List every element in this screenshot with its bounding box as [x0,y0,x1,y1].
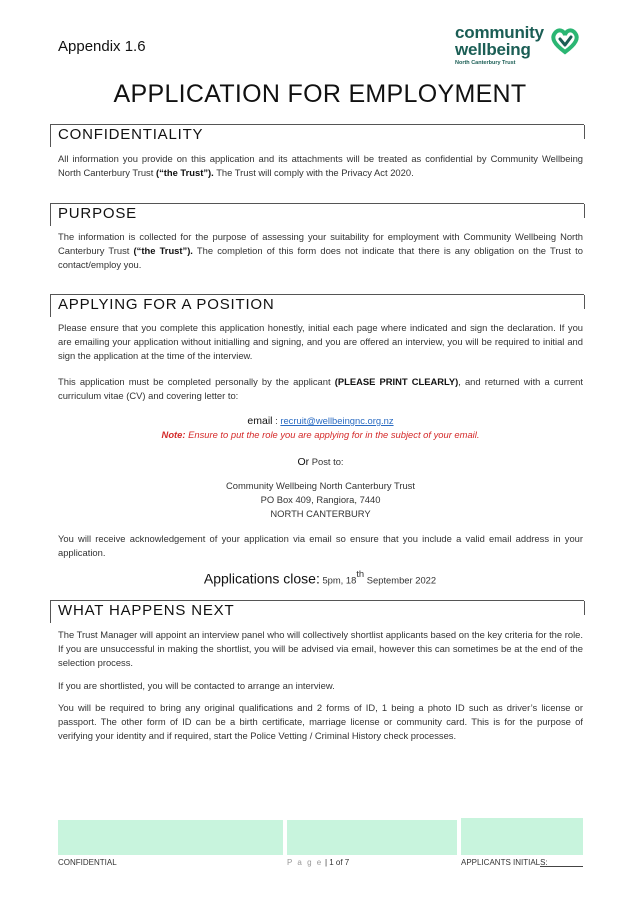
section-title: CONFIDENTIALITY [58,126,204,143]
next-paragraph-2: If you are shortlisted, you will be contacted to arrange an interview. [58,680,335,691]
confidentiality-text: All information you provide on this application and its attachments will be treated as confidential by Community Wellbeing North Canterbury Trust (“the Trust”). The Trust will comply with the Privacy Act 2020. [58,153,583,178]
community-wellbeing-logo [455,24,585,66]
applications-close: Applications close: 5pm, 18th September 2022 [203,568,437,587]
next-paragraph-3: You will be required to bring any original qualifications and 2 forms of ID, 1 being a photo ID such as driver’s license or passport. The other form of ID can be a birth certificate, marriage license or community card. This is for the purpose of verifying your identity and if required, start the Police Vetting / Criminal History check processes. [58,702,583,741]
applying-paragraph-1: Please ensure that you complete this application honestly, initial each page where indicated and sign the declaration. If you are emailing your application without initialling and signing, and you are offered an interview, you will be required to initial and sign the application at the time of the interview. [58,322,583,361]
or-post-line: Or Post to: [297,456,344,468]
heart-icon [550,27,580,55]
email-line: email : recruit@wellbeingnc.org.nz [247,415,394,427]
acknowledgement-text: You will receive acknowledgement of your application via email so ensure that you include a valid email address in your application. [58,533,583,558]
next-paragraph-1: The Trust Manager will appoint an interview panel who will collectively shortlist applicants based on the key criteria for the role. If you are unsuccessful in making the shortlist, you will be advised via email, however this can sometimes be at the end of the selection process. [58,629,583,668]
footer-panel-middle [287,820,457,855]
section-header-applying [50,294,584,317]
postal-address-line-1: Community Wellbeing North Canterbury Trust [226,480,415,491]
footer-panel-right [461,818,583,855]
purpose-text: The information is collected for the purpose of assessing your suitability for employment with Community Wellbeing North Canterbury Trust (“the Trust”). The completion of this form does not indicate that there is any obligation on the Trust to contact/employ you. [58,231,583,270]
footer-panel-left [58,820,283,855]
section-title: PURPOSE [58,205,137,222]
email-note: Note: Ensure to put the role you are applying for in the subject of your email. [161,429,480,440]
logo-line-3: North Canterbury Trust [455,60,516,66]
section-header-next [50,600,584,623]
applicant-initials-label: APPLICANTS INITIALS: [461,858,548,867]
applying-paragraph-2: This application must be completed personally by the applicant (PLEASE PRINT CLEARLY), and returned with a current curriculum vitae (CV) and covering letter to: [58,376,584,401]
postal-address-line-3: NORTH CANTERBURY [270,508,371,519]
logo-line-1: community [455,23,544,42]
page-number: P a g e | 1 of 7 [287,858,350,867]
section-header-confidentiality [50,124,584,147]
email-link[interactable]: recruit@wellbeingnc.org.nz [280,415,394,426]
postal-address-line-2: PO Box 409, Rangiora, 7440 [260,494,381,505]
initials-field[interactable] [540,866,583,867]
page-title: APPLICATION FOR EMPLOYMENT [113,80,527,108]
section-header-purpose [50,203,584,226]
appendix-label: Appendix 1.6 [58,38,146,55]
footer-confidential: CONFIDENTIAL [58,858,117,867]
logo-line-2: wellbeing [455,40,531,59]
section-title: WHAT HAPPENS NEXT [58,602,235,619]
section-title: APPLYING FOR A POSITION [58,296,275,313]
